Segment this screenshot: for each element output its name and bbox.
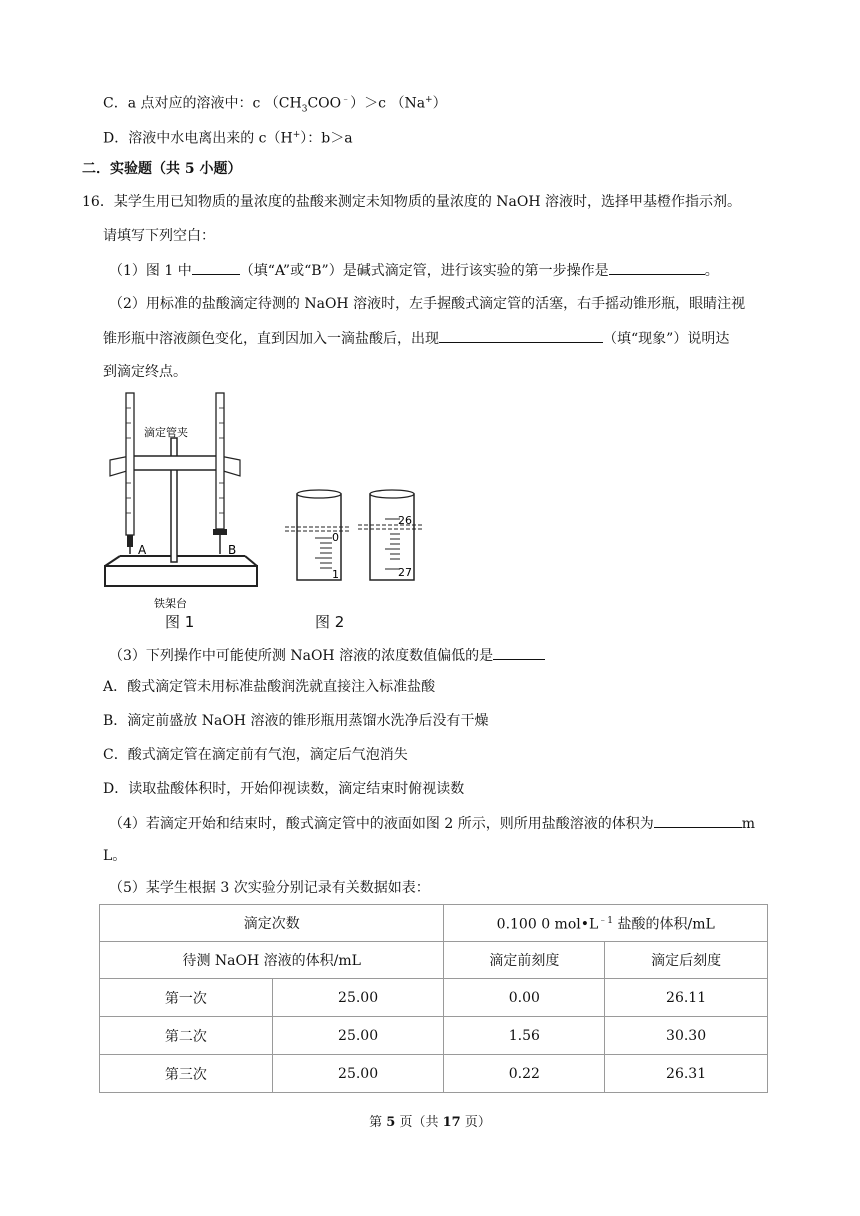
part1-text-a: （1）图 1 中 [109, 263, 192, 279]
tube2-tick-27: 27 [398, 566, 412, 579]
clamp-label: 滴定管夹 [144, 426, 188, 439]
answer-blank-1[interactable] [192, 260, 240, 275]
q16-part2-line1: （2）用标准的盐酸滴定待测的 NaOH 溶液时，左手握酸式滴定管的活塞，右手摇动锥形瓶，眼睛注视 [109, 296, 746, 312]
row-label: 第二次 [100, 1017, 273, 1055]
option-c-text: C．a 点对应的溶液中：c （CH [103, 95, 302, 112]
part4-text-b: m [741, 816, 755, 832]
header-before: 滴定前刻度 [444, 942, 605, 979]
stand-base [105, 566, 257, 586]
answer-blank-2[interactable] [609, 260, 705, 275]
apparatus-figure [100, 388, 480, 628]
part2-text-b2: （填“现象”）说明达 [603, 331, 730, 347]
part1-text-b: （填“A”或“B”）是碱式滴定管，进行该实验的第一步操作是 [239, 263, 609, 279]
cell-before: 0.00 [444, 979, 605, 1017]
part4-text-a: （4）若滴定开始和结束时，酸式滴定管中的液面如图 2 所示，则所用盐酸溶液的体积为 [109, 816, 654, 832]
q16-part1 [109, 260, 719, 281]
answer-blank-4[interactable] [493, 645, 545, 660]
option-a: A．酸式滴定管未用标准盐酸润洗就直接注入标准盐酸 [103, 679, 436, 695]
burette-clamp [130, 456, 220, 470]
footer-b: 页（共 [395, 1115, 443, 1130]
burette-a [126, 393, 134, 535]
part1-text-c: 。 [704, 263, 719, 279]
page-footer [0, 1111, 860, 1130]
fig1-caption: 图 1 [165, 613, 195, 631]
option-c-end: ） [432, 95, 447, 112]
option-b: B．滴定前盛放 NaOH 溶液的锥形瓶用蒸馏水洗净后没有干燥 [103, 713, 489, 729]
subscript-3: 3 [301, 104, 308, 115]
header-hcl-a: 0.100 0 mol•L [496, 916, 599, 933]
cell-after: 26.31 [605, 1055, 768, 1093]
option-c: C．酸式滴定管在滴定前有气泡，滴定后气泡消失 [103, 747, 408, 763]
header-after: 滴定后刻度 [605, 942, 768, 979]
part2-text-b1: 锥形瓶中溶液颜色变化，直到因加入一滴盐酸后，出现 [103, 331, 439, 347]
header-naoh-volume: 待测 NaOH 溶液的体积/mL [100, 942, 444, 979]
q16-line2: 请填写下列空白： [103, 228, 215, 244]
footer-c: 页） [460, 1115, 491, 1130]
cell-before: 0.22 [444, 1055, 605, 1093]
option-c-mid: ）＞c （Na [350, 95, 426, 112]
tube2-tick-26: 26 [398, 514, 412, 527]
q16-part4 [109, 813, 755, 834]
part3-text: （3）下列操作中可能使所测 NaOH 溶液的浓度数值偏低的是 [109, 648, 494, 664]
cell-before: 1.56 [444, 1017, 605, 1055]
header-hcl-volume [444, 905, 768, 942]
option-d-end: ）：b＞a [300, 130, 353, 147]
answer-blank-3[interactable] [439, 328, 603, 343]
tube-b-label: B [228, 543, 237, 557]
data-table [99, 904, 768, 1093]
option-d: D．读取盐酸体积时，开始仰视读数，滴定结束时俯视读数 [103, 781, 465, 797]
answer-blank-5[interactable] [654, 813, 742, 828]
tube1-tick-1: 1 [332, 568, 339, 581]
option-c-coo: COO [307, 95, 342, 112]
table-row [100, 1055, 768, 1093]
cell-naoh: 25.00 [272, 1017, 444, 1055]
stand-label: 铁架台 [154, 597, 187, 610]
cell-naoh: 25.00 [272, 1055, 444, 1093]
footer-total-pages: 17 [442, 1115, 461, 1130]
table-row [100, 979, 768, 1017]
q16-part5: （5）某学生根据 3 次实验分别记录有关数据如表： [109, 880, 430, 896]
q16-part2-line3: 到滴定终点。 [103, 364, 187, 380]
q16-line1: 16．某学生用已知物质的量浓度的盐酸来测定未知物质的量浓度的 NaOH 溶液时，选择甲基橙作指示剂。 [82, 194, 741, 210]
header-times: 滴定次数 [100, 905, 444, 942]
q16-part2-line2 [103, 328, 729, 349]
tube1-tick-0: 0 [332, 531, 339, 544]
q16-part3 [109, 645, 545, 666]
superscript-minus: ﹣ [341, 95, 351, 105]
cell-naoh: 25.00 [272, 979, 444, 1017]
cell-after: 26.11 [605, 979, 768, 1017]
fig2-caption: 图 2 [315, 613, 345, 631]
section-title: 二．实验题（共 5 小题） [82, 161, 242, 177]
tube-a-label: A [138, 543, 147, 557]
footer-a: 第 [369, 1115, 387, 1130]
option-d-prev [103, 125, 353, 149]
footer-page-number: 5 [386, 1115, 396, 1130]
q16-part4-end: L。 [103, 848, 127, 864]
burette-b [216, 393, 224, 529]
header-hcl-b: 盐酸的体积/mL [613, 916, 715, 933]
row-label: 第一次 [100, 979, 273, 1017]
row-label: 第三次 [100, 1055, 273, 1093]
option-c-prev [103, 90, 447, 119]
superscript-plus: + [425, 95, 433, 105]
option-d-text: D．溶液中水电离出来的 c（H [103, 130, 293, 147]
table-row [100, 1017, 768, 1055]
cell-after: 30.30 [605, 1017, 768, 1055]
superscript-plus: + [292, 130, 301, 140]
header-hcl-sup: ﹣1 [598, 915, 614, 926]
